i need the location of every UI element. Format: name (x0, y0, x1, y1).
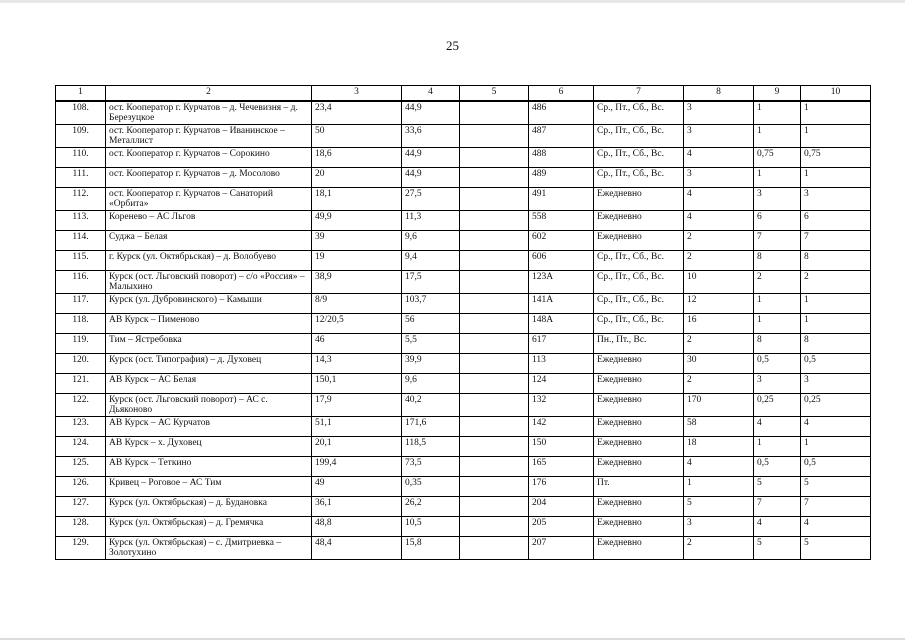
row-number-cell: 117. (56, 294, 106, 314)
value-cell: 8 (801, 334, 871, 354)
value-cell: 39,9 (402, 354, 460, 374)
value-cell: 0,75 (754, 148, 801, 168)
value-cell: 11,3 (402, 211, 460, 231)
value-cell: 2 (801, 271, 871, 294)
value-cell: 103,7 (402, 294, 460, 314)
column-header: 2 (106, 86, 312, 102)
schedule-days-cell: Ежедневно (594, 231, 684, 251)
distance-cell: 51,1 (312, 417, 402, 437)
table-row (56, 457, 871, 477)
count-cell: 4 (684, 457, 754, 477)
route-code-cell: 141А (529, 294, 594, 314)
distance-cell: 20 (312, 168, 402, 188)
row-number-cell: 124. (56, 437, 106, 457)
route-name-cell: АВ Курск – х. Духовец (106, 437, 312, 457)
schedule-days-cell: Ежедневно (594, 497, 684, 517)
schedule-days-cell: Ежедневно (594, 517, 684, 537)
table-row (56, 437, 871, 457)
value-cell: 0,5 (801, 457, 871, 477)
empty-cell (460, 437, 529, 457)
value-cell: 7 (754, 497, 801, 517)
route-name-cell: г. Курск (ул. Октябрьская) – д. Волобуево (106, 251, 312, 271)
route-code-cell: 602 (529, 231, 594, 251)
table-row (56, 497, 871, 517)
value-cell: 0,5 (801, 354, 871, 374)
route-code-cell: 148А (529, 314, 594, 334)
distance-cell: 36,1 (312, 497, 402, 517)
route-name-cell: АВ Курск – АС Курчатов (106, 417, 312, 437)
row-number-cell: 125. (56, 457, 106, 477)
count-cell: 1 (684, 477, 754, 497)
value-cell: 0,75 (801, 148, 871, 168)
table-row (56, 517, 871, 537)
value-cell: 0,25 (754, 394, 801, 417)
distance-cell: 23,4 (312, 101, 402, 125)
distance-cell: 18,1 (312, 188, 402, 211)
value-cell: 0,5 (754, 354, 801, 374)
column-header: 6 (529, 86, 594, 102)
table-row (56, 125, 871, 148)
distance-cell: 8/9 (312, 294, 402, 314)
row-number-cell: 109. (56, 125, 106, 148)
value-cell: 3 (801, 188, 871, 211)
value-cell: 5 (754, 477, 801, 497)
value-cell: 44,9 (402, 101, 460, 125)
route-code-cell: 617 (529, 334, 594, 354)
route-code-cell: 205 (529, 517, 594, 537)
column-header: 5 (460, 86, 529, 102)
page-number: 25 (446, 38, 459, 53)
route-code-cell: 606 (529, 251, 594, 271)
value-cell: 1 (801, 101, 871, 125)
count-cell: 10 (684, 271, 754, 294)
row-number-cell: 114. (56, 231, 106, 251)
count-cell: 2 (684, 251, 754, 271)
value-cell: 1 (754, 294, 801, 314)
count-cell: 3 (684, 125, 754, 148)
row-number-cell: 110. (56, 148, 106, 168)
value-cell: 1 (754, 125, 801, 148)
distance-cell: 49,9 (312, 211, 402, 231)
schedule-days-cell: Пт. (594, 477, 684, 497)
column-header: 10 (801, 86, 871, 102)
row-number-cell: 121. (56, 374, 106, 394)
count-cell: 5 (684, 497, 754, 517)
distance-cell: 39 (312, 231, 402, 251)
count-cell: 3 (684, 517, 754, 537)
scan-top-edge (0, 0, 905, 3)
table-body (56, 101, 871, 560)
schedule-days-cell: Ежедневно (594, 394, 684, 417)
value-cell: 9,4 (402, 251, 460, 271)
route-name-cell: Курск (ул. Октябрьская) – с. Дмитриевка – Золотухино (106, 537, 312, 560)
value-cell: 118,5 (402, 437, 460, 457)
empty-cell (460, 211, 529, 231)
route-name-cell: ост. Кооператор г. Курчатов – Санаторий «Орбита» (106, 188, 312, 211)
route-code-cell: 165 (529, 457, 594, 477)
count-cell: 3 (684, 168, 754, 188)
value-cell: 1 (754, 437, 801, 457)
route-code-cell: 486 (529, 101, 594, 125)
value-cell: 10,5 (402, 517, 460, 537)
table-row (56, 314, 871, 334)
row-number-cell: 108. (56, 101, 106, 125)
empty-cell (460, 125, 529, 148)
value-cell: 0,25 (801, 394, 871, 417)
route-name-cell: Курск (ул. Октябрьская) – д. Гремячка (106, 517, 312, 537)
value-cell: 7 (754, 231, 801, 251)
value-cell: 6 (801, 211, 871, 231)
table-row (56, 188, 871, 211)
row-number-cell: 115. (56, 251, 106, 271)
count-cell: 170 (684, 394, 754, 417)
route-name-cell: Курск (ост. Льговский поворот) – с/о «Россия» – Малыхино (106, 271, 312, 294)
empty-cell (460, 394, 529, 417)
schedule-days-cell: Ежедневно (594, 537, 684, 560)
value-cell: 17,5 (402, 271, 460, 294)
value-cell: 3 (754, 188, 801, 211)
table-row (56, 477, 871, 497)
schedule-days-cell: Пн., Пт., Вс. (594, 334, 684, 354)
count-cell: 4 (684, 148, 754, 168)
table-row (56, 417, 871, 437)
empty-cell (460, 231, 529, 251)
distance-cell: 49 (312, 477, 402, 497)
column-header: 1 (56, 86, 106, 102)
route-schedule-table (55, 85, 871, 560)
row-number-cell: 111. (56, 168, 106, 188)
table-row (56, 294, 871, 314)
value-cell: 44,9 (402, 168, 460, 188)
column-header: 7 (594, 86, 684, 102)
schedule-days-cell: Ежедневно (594, 417, 684, 437)
route-name-cell: Кривец – Роговое – АС Тим (106, 477, 312, 497)
empty-cell (460, 477, 529, 497)
distance-cell: 50 (312, 125, 402, 148)
value-cell: 4 (801, 417, 871, 437)
value-cell: 2 (754, 271, 801, 294)
row-number-cell: 116. (56, 271, 106, 294)
route-name-cell: АВ Курск – Пименово (106, 314, 312, 334)
schedule-days-cell: Ср., Пт., Сб., Вс. (594, 101, 684, 125)
empty-cell (460, 517, 529, 537)
value-cell: 1 (801, 314, 871, 334)
empty-cell (460, 354, 529, 374)
table-row (56, 168, 871, 188)
count-cell: 58 (684, 417, 754, 437)
row-number-cell: 122. (56, 394, 106, 417)
distance-cell: 38,9 (312, 271, 402, 294)
empty-cell (460, 101, 529, 125)
schedule-days-cell: Ср., Пт., Сб., Вс. (594, 168, 684, 188)
value-cell: 8 (801, 251, 871, 271)
value-cell: 5,5 (402, 334, 460, 354)
row-number-cell: 127. (56, 497, 106, 517)
value-cell: 4 (801, 517, 871, 537)
route-code-cell: 489 (529, 168, 594, 188)
row-number-cell: 113. (56, 211, 106, 231)
column-header: 9 (754, 86, 801, 102)
route-code-cell: 488 (529, 148, 594, 168)
value-cell: 9,6 (402, 231, 460, 251)
value-cell: 1 (754, 168, 801, 188)
value-cell: 6 (754, 211, 801, 231)
distance-cell: 199,4 (312, 457, 402, 477)
route-code-cell: 558 (529, 211, 594, 231)
schedule-days-cell: Ежедневно (594, 354, 684, 374)
distance-cell: 150,1 (312, 374, 402, 394)
value-cell: 5 (801, 477, 871, 497)
column-header: 8 (684, 86, 754, 102)
value-cell: 8 (754, 251, 801, 271)
table-row (56, 211, 871, 231)
empty-cell (460, 417, 529, 437)
schedule-days-cell: Ср., Пт., Сб., Вс. (594, 125, 684, 148)
row-number-cell: 119. (56, 334, 106, 354)
count-cell: 2 (684, 537, 754, 560)
value-cell: 15,8 (402, 537, 460, 560)
row-number-cell: 123. (56, 417, 106, 437)
route-code-cell: 176 (529, 477, 594, 497)
route-name-cell: Коренево – АС Льгов (106, 211, 312, 231)
schedule-days-cell: Ежедневно (594, 437, 684, 457)
value-cell: 1 (801, 168, 871, 188)
table-row (56, 394, 871, 417)
schedule-days-cell: Ср., Пт., Сб., Вс. (594, 271, 684, 294)
schedule-days-cell: Ср., Пт., Сб., Вс. (594, 251, 684, 271)
value-cell: 26,2 (402, 497, 460, 517)
distance-cell: 48,8 (312, 517, 402, 537)
route-code-cell: 207 (529, 537, 594, 560)
empty-cell (460, 374, 529, 394)
row-number-cell: 112. (56, 188, 106, 211)
table-row (56, 537, 871, 560)
value-cell: 1 (801, 125, 871, 148)
value-cell: 40,2 (402, 394, 460, 417)
row-number-cell: 129. (56, 537, 106, 560)
table-row (56, 148, 871, 168)
table-row (56, 231, 871, 251)
empty-cell (460, 537, 529, 560)
route-code-cell: 123А (529, 271, 594, 294)
schedule-days-cell: Ежедневно (594, 457, 684, 477)
route-name-cell: Курск (ост. Типография) – д. Духовец (106, 354, 312, 374)
route-name-cell: Курск (ул. Октябрьская) – д. Будановка (106, 497, 312, 517)
value-cell: 1 (801, 294, 871, 314)
count-cell: 12 (684, 294, 754, 314)
route-code-cell: 491 (529, 188, 594, 211)
value-cell: 73,5 (402, 457, 460, 477)
value-cell: 44,9 (402, 148, 460, 168)
count-cell: 3 (684, 101, 754, 125)
value-cell: 1 (801, 437, 871, 457)
row-number-cell: 126. (56, 477, 106, 497)
route-code-cell: 124 (529, 374, 594, 394)
value-cell: 1 (754, 101, 801, 125)
distance-cell: 17,9 (312, 394, 402, 417)
route-name-cell: Суджа – Белая (106, 231, 312, 251)
empty-cell (460, 497, 529, 517)
value-cell: 0,5 (754, 457, 801, 477)
value-cell: 33,6 (402, 125, 460, 148)
route-name-cell: ост. Кооператор г. Курчатов – Иванинское – Металлист (106, 125, 312, 148)
value-cell: 4 (754, 417, 801, 437)
empty-cell (460, 251, 529, 271)
table-row (56, 271, 871, 294)
empty-cell (460, 334, 529, 354)
value-cell: 7 (801, 497, 871, 517)
count-cell: 18 (684, 437, 754, 457)
table-row (56, 334, 871, 354)
route-code-cell: 132 (529, 394, 594, 417)
row-number-cell: 120. (56, 354, 106, 374)
route-code-cell: 113 (529, 354, 594, 374)
empty-cell (460, 294, 529, 314)
column-header: 3 (312, 86, 402, 102)
value-cell: 4 (754, 517, 801, 537)
count-cell: 2 (684, 374, 754, 394)
schedule-days-cell: Ежедневно (594, 374, 684, 394)
value-cell: 56 (402, 314, 460, 334)
route-name-cell: Тим – Ястребовка (106, 334, 312, 354)
count-cell: 2 (684, 231, 754, 251)
value-cell: 8 (754, 334, 801, 354)
value-cell: 3 (801, 374, 871, 394)
route-name-cell: АВ Курск – АС Белая (106, 374, 312, 394)
count-cell: 16 (684, 314, 754, 334)
distance-cell: 19 (312, 251, 402, 271)
value-cell: 7 (801, 231, 871, 251)
count-cell: 4 (684, 188, 754, 211)
distance-cell: 46 (312, 334, 402, 354)
table-row (56, 374, 871, 394)
distance-cell: 18,6 (312, 148, 402, 168)
route-code-cell: 487 (529, 125, 594, 148)
distance-cell: 20,1 (312, 437, 402, 457)
route-code-cell: 150 (529, 437, 594, 457)
value-cell: 5 (801, 537, 871, 560)
empty-cell (460, 148, 529, 168)
empty-cell (460, 188, 529, 211)
schedule-days-cell: Ср., Пт., Сб., Вс. (594, 294, 684, 314)
table-row (56, 354, 871, 374)
route-name-cell: ост. Кооператор г. Курчатов – Сорокино (106, 148, 312, 168)
count-cell: 4 (684, 211, 754, 231)
distance-cell: 48,4 (312, 537, 402, 560)
route-name-cell: АВ Курск – Теткино (106, 457, 312, 477)
table-row (56, 101, 871, 125)
row-number-cell: 128. (56, 517, 106, 537)
table-header-row (56, 86, 871, 102)
schedule-days-cell: Ср., Пт., Сб., Вс. (594, 148, 684, 168)
route-name-cell: Курск (ост. Льговский поворот) – АС с. Дьяконово (106, 394, 312, 417)
value-cell: 171,6 (402, 417, 460, 437)
schedule-days-cell: Ежедневно (594, 188, 684, 211)
count-cell: 2 (684, 334, 754, 354)
distance-cell: 14,3 (312, 354, 402, 374)
route-code-cell: 142 (529, 417, 594, 437)
value-cell: 0,35 (402, 477, 460, 497)
empty-cell (460, 271, 529, 294)
empty-cell (460, 314, 529, 334)
value-cell: 3 (754, 374, 801, 394)
value-cell: 9,6 (402, 374, 460, 394)
value-cell: 5 (754, 537, 801, 560)
schedule-days-cell: Ежедневно (594, 211, 684, 231)
table-row (56, 251, 871, 271)
route-code-cell: 204 (529, 497, 594, 517)
distance-cell: 12/20,5 (312, 314, 402, 334)
route-name-cell: ост. Кооператор г. Курчатов – д. Чечевизня – д. Березуцкое (106, 101, 312, 125)
count-cell: 30 (684, 354, 754, 374)
row-number-cell: 118. (56, 314, 106, 334)
empty-cell (460, 168, 529, 188)
route-name-cell: ост. Кооператор г. Курчатов – д. Мосолово (106, 168, 312, 188)
value-cell: 27,5 (402, 188, 460, 211)
value-cell: 1 (754, 314, 801, 334)
empty-cell (460, 457, 529, 477)
schedule-days-cell: Ср., Пт., Сб., Вс. (594, 314, 684, 334)
column-header: 4 (402, 86, 460, 102)
route-name-cell: Курск (ул. Дубровинского) – Камыши (106, 294, 312, 314)
